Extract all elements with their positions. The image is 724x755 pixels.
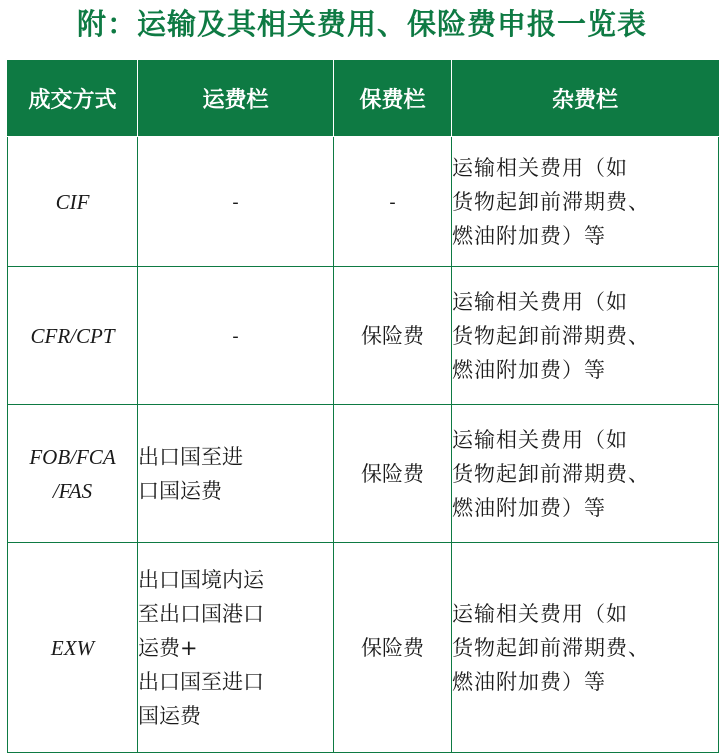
misc-line: 燃油附加费）等 — [452, 495, 606, 520]
freight-cell — [138, 543, 334, 753]
insurance-cell — [334, 267, 452, 405]
misc-line: 燃油附加费）等 — [452, 669, 606, 694]
freight-line: 出口国至进 — [138, 444, 243, 469]
table-row-cif — [8, 137, 719, 267]
header-misc: 杂费栏 — [452, 61, 719, 137]
misc-line: 运输相关费用（如 — [452, 427, 628, 452]
header-insurance: 保费栏 — [334, 61, 452, 137]
insurance-value: 保险费 — [361, 461, 424, 486]
page-title: 附：运输及其相关费用、保险费申报一览表 — [76, 7, 647, 41]
misc-line: 货物起卸前滞期费、 — [452, 461, 650, 486]
insurance-value: 保险费 — [361, 635, 424, 660]
insurance-cell — [334, 137, 452, 267]
freight-line: 口国运费 — [138, 478, 222, 503]
insurance-value: 保险费 — [361, 323, 424, 348]
misc-cell — [452, 405, 719, 543]
method-line: EXW — [50, 635, 95, 660]
misc-cell — [452, 137, 719, 267]
header-freight: 运费栏 — [138, 61, 334, 137]
misc-line: 运输相关费用（如 — [452, 155, 628, 180]
method-line: /FAS — [52, 478, 93, 503]
method-cell — [8, 543, 138, 753]
misc-line: 燃油附加费）等 — [452, 223, 606, 248]
method-line: CFR/CPT — [30, 323, 115, 348]
freight-cell — [138, 137, 334, 267]
table-row-cfr-cpt — [8, 267, 719, 405]
insurance-cell — [334, 543, 452, 753]
method-cell — [8, 405, 138, 543]
method-line: FOB/FCA — [29, 444, 116, 469]
freight-dash: - — [232, 325, 239, 347]
freight-line: 出口国至进口 — [138, 669, 264, 694]
freight-line: 至出口国港口 — [138, 601, 264, 626]
table-row-fob-fca-fas — [8, 405, 719, 543]
table-row-exw — [8, 543, 719, 753]
freight-dash: - — [232, 191, 239, 213]
misc-line: 运输相关费用（如 — [452, 601, 628, 626]
misc-line: 货物起卸前滞期费、 — [452, 323, 650, 348]
header-method: 成交方式 — [8, 61, 138, 137]
freight-cell — [138, 267, 334, 405]
freight-line: 出口国境内运 — [138, 567, 264, 592]
misc-line: 货物起卸前滞期费、 — [452, 189, 650, 214]
table-header-row — [8, 61, 719, 137]
insurance-cell — [334, 405, 452, 543]
freight-line: 运费+ — [138, 635, 198, 660]
misc-line: 货物起卸前滞期费、 — [452, 635, 650, 660]
misc-cell — [452, 543, 719, 753]
insurance-dash: - — [389, 191, 396, 213]
method-cell — [8, 137, 138, 267]
misc-line: 燃油附加费）等 — [452, 357, 606, 382]
misc-line: 运输相关费用（如 — [452, 289, 628, 314]
misc-cell — [452, 267, 719, 405]
method-line: CIF — [55, 189, 90, 214]
fee-declaration-table — [7, 60, 719, 753]
freight-line: 国运费 — [138, 703, 201, 728]
method-cell — [8, 267, 138, 405]
freight-cell — [138, 405, 334, 543]
